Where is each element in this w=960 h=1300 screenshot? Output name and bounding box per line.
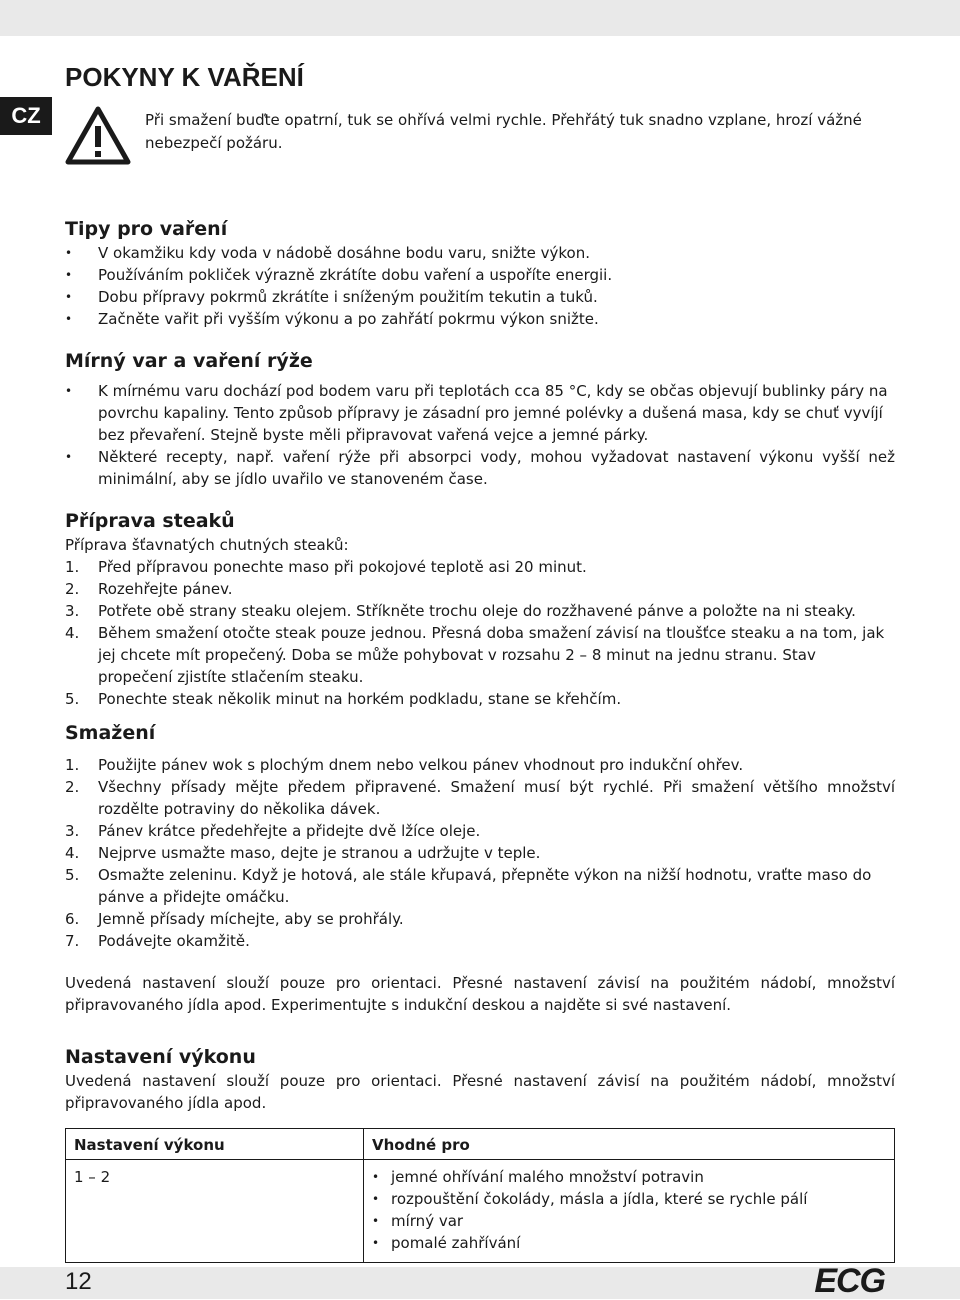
list-item — [65, 820, 895, 842]
steak-steps — [65, 556, 895, 710]
simmer-heading: Mírný var a vaření rýže — [65, 350, 313, 372]
list-item — [65, 930, 895, 952]
warning-icon — [65, 106, 131, 170]
tips-list — [65, 242, 895, 330]
step-number: 7. — [65, 932, 80, 950]
list-item — [65, 556, 895, 578]
list-item: • Dobu přípravy pokrmů zkrátíte i sníženým použitím tekutin a tuků. — [65, 286, 895, 308]
step-text: Nejprve usmažte maso, dejte je stranou a udržujte v teple. — [98, 844, 541, 862]
step-number: 1. — [65, 558, 80, 576]
language-tab: CZ — [0, 97, 52, 135]
steak-section — [65, 508, 895, 710]
table-header-row — [66, 1129, 895, 1160]
top-bar — [0, 0, 960, 36]
frying-note: Uvedená nastavení slouží pouze pro orientaci. Přesné nastavení závisí na použitém nádobí, množství připravovaného jídla apod. Experimentujte s indukční deskou a najděte si své nastavení. — [65, 974, 895, 1014]
frying-heading: Smažení — [65, 722, 156, 744]
table-cell-use — [364, 1160, 895, 1263]
page-title: POKYNY K VAŘENÍ — [65, 62, 304, 92]
list-item: • K mírnému varu dochází pod bodem varu při teplotách cca 85 °C, kdy se občas objevují bublinky páry na povrchu kapaliny. Tento způsob přípravy je zásadní pro jemné polévky a dušená masa, kdy se chuť vyvíjí bez převaření. Stejně byste měli připravovat vařená vejce a jemné párky. — [65, 380, 895, 446]
table-header-level: Nastavení výkonu — [66, 1129, 364, 1160]
step-text: Použijte pánev wok s plochým dnem nebo velkou pánev vhodnout pro indukční ohřev. — [98, 756, 744, 774]
step-text: Všechny přísady mějte předem připravené. Smažení musí být rychlé. Při smažení většího množství rozdělte potraviny do několika dávek. — [98, 778, 895, 818]
list-item — [65, 908, 895, 930]
list-item — [65, 622, 895, 688]
step-text: Před přípravou ponechte maso při pokojové teplotě asi 20 minut. — [98, 558, 587, 576]
brand-logo: ECG — [814, 1262, 885, 1300]
step-text: Osmažte zeleninu. Když je hotová, ale stále křupavá, přepněte výkon na nižší hodnotu, vraťte maso do pánve a přidejte omáčku. — [98, 866, 872, 906]
power-intro: Uvedená nastavení slouží pouze pro orientaci. Přesné nastavení závisí na použitém nádobí, množství připravovaného jídla apod. — [65, 1072, 895, 1112]
frying-steps — [65, 754, 895, 952]
step-number: 1. — [65, 756, 80, 774]
table-header-use: Vhodné pro — [364, 1129, 895, 1160]
steak-heading: Příprava steaků — [65, 510, 235, 532]
power-heading: Nastavení výkonu — [65, 1046, 256, 1068]
step-text: Rozehřejte pánev. — [98, 580, 233, 598]
list-item — [65, 600, 895, 622]
step-number: 6. — [65, 910, 80, 928]
list-item: • mírný var — [372, 1210, 886, 1232]
step-number: 5. — [65, 866, 80, 884]
table-cell-level: 1 – 2 — [66, 1160, 364, 1263]
page-number: 12 — [65, 1268, 92, 1295]
simmer-list — [65, 380, 895, 490]
step-number: 4. — [65, 624, 80, 642]
list-item: • pomalé zahřívání — [372, 1232, 886, 1254]
list-item — [65, 776, 895, 820]
table-row — [66, 1160, 895, 1263]
step-number: 4. — [65, 844, 80, 862]
list-item: • Používáním pokliček výrazně zkrátíte dobu vaření a uspoříte energii. — [65, 264, 895, 286]
list-item — [65, 864, 895, 908]
list-item — [65, 688, 895, 710]
power-section — [65, 1044, 895, 1263]
step-number: 2. — [65, 778, 80, 796]
use-list — [372, 1166, 886, 1254]
warning-block — [65, 104, 895, 174]
step-number: 3. — [65, 822, 80, 840]
list-item: • rozpouštění čokolády, másla a jídla, které se rychle pálí — [372, 1188, 886, 1210]
step-number: 5. — [65, 690, 80, 708]
step-text: Podávejte okamžitě. — [98, 932, 250, 950]
steak-intro: Příprava šťavnatých chutných steaků: — [65, 536, 349, 554]
list-item — [65, 578, 895, 600]
frying-section — [65, 720, 895, 1016]
step-text: Pánev krátce předehřejte a přidejte dvě lžíce oleje. — [98, 822, 481, 840]
step-number: 3. — [65, 602, 80, 620]
warning-text: Při smažení buďte opatrní, tuk se ohřívá velmi rychle. Přehřátý tuk snadno vzplane, hrozí vážné nebezpečí požáru. — [145, 111, 862, 152]
tips-section — [65, 216, 895, 330]
list-item: • V okamžiku kdy voda v nádobě dosáhne bodu varu, snižte výkon. — [65, 242, 895, 264]
simmer-section — [65, 348, 895, 490]
power-table — [65, 1128, 895, 1263]
step-text: Ponechte steak několik minut na horkém podkladu, stane se křehčím. — [98, 690, 622, 708]
step-number: 2. — [65, 580, 80, 598]
list-item: • Začněte vařit při vyšším výkonu a po zahřátí pokrmu výkon snižte. — [65, 308, 895, 330]
list-item: • jemné ohřívání malého množství potravin — [372, 1166, 886, 1188]
tips-heading: Tipy pro vaření — [65, 218, 228, 240]
list-item — [65, 754, 895, 776]
step-text: Během smažení otočte steak pouze jednou. Přesná doba smažení závisí na tloušťce steaku a na tom, jak jej chcete mít propečený. Doba se může pohybovat v rozsahu 2 – 8 minut na jednu stranu. Stav propečení zjistíte stlačením steaku. — [98, 624, 885, 686]
list-item: • Některé recepty, např. vaření rýže při absorpci vody, mohou vyžadovat nastavení výkonu vyšší než minimální, aby se jídlo uvařilo ve stanoveném čase. — [65, 446, 895, 490]
page-content — [65, 60, 895, 1263]
step-text: Potřete obě strany steaku olejem. Stříkněte trochu oleje do rozžhavené pánve a položte na ni steaky. — [98, 602, 856, 620]
step-text: Jemně přísady míchejte, aby se prohřály. — [98, 910, 404, 928]
list-item — [65, 842, 895, 864]
